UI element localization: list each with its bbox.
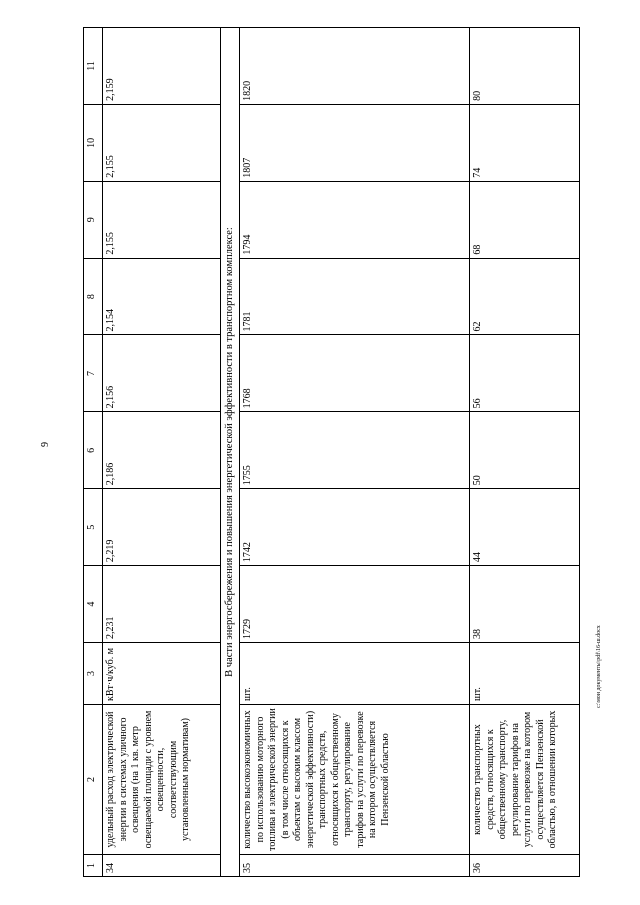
value-cell: 2,155 [103,181,221,258]
value-cell: 62 [470,258,580,335]
value-cell: 1807 [240,104,470,181]
value-cell: 2,159 [103,28,221,105]
value-cell: 2,219 [103,489,221,566]
indicator-name: удельный расход электрической энергии в системах уличного освещения (на 1 кв. метр освещаемой площади с уровнем освещенности, соответствующим установленным нормативам) [103,705,221,855]
value-cell: 2,154 [103,258,221,335]
value-cell: 1742 [240,489,470,566]
section-row [221,28,240,877]
header-cell: 7 [84,335,103,412]
row-number: 36 [470,855,580,877]
value-cell: 80 [470,28,580,105]
row-number: 34 [103,855,221,877]
header-cell: 2 [84,705,103,855]
value-cell: 2,231 [103,566,221,643]
value-cell: 1729 [240,566,470,643]
unit-cell: шт. [240,643,470,705]
indicator-name: количество транспортных средств, относящихся к общественному транспорту, регулирование тарифов на услуги по перевозке на котором осуществляется Пензенской областью, в отношении которых [470,705,580,855]
value-cell: 1768 [240,335,470,412]
header-row [84,28,103,877]
value-cell: 50 [470,412,580,489]
value-cell: 1820 [240,28,470,105]
table-row [103,28,221,877]
header-cell: 8 [84,258,103,335]
row-number: 35 [240,855,470,877]
value-cell: 38 [470,566,580,643]
value-cell: 1755 [240,412,470,489]
footer-path: c:\мои документы\pdf\16-ш.docx [596,625,602,708]
header-cell: 3 [84,643,103,705]
value-cell: 1781 [240,258,470,335]
value-cell: 2,186 [103,412,221,489]
header-cell: 6 [84,412,103,489]
value-cell: 2,156 [103,335,221,412]
value-cell: 44 [470,489,580,566]
header-cell: 10 [84,104,103,181]
value-cell: 2,155 [103,104,221,181]
page-number: 9 [40,442,51,447]
rotated-table-sheet [83,27,578,877]
header-cell: 5 [84,489,103,566]
unit-cell: шт. [470,643,580,705]
value-cell: 1794 [240,181,470,258]
header-cell: 1 [84,855,103,877]
header-cell: 9 [84,181,103,258]
section-title: В части энергосбережения и повышения энергетической эффективности в транспортном комплексе: [221,28,240,877]
table-row [240,28,470,877]
indicators-table [83,27,580,877]
value-cell: 56 [470,335,580,412]
indicator-name: количество высокоэкономичных по использованию моторного топлива и электрической энергии (в том числе относящихся к объектам с высоким классом энергетической эффективности) транспортных средств, относящихся к общественному транспорту, регулирование тарифов на услуги по перевозке на котором осуществляется Пензенской областью [240,705,470,855]
header-cell: 11 [84,28,103,105]
header-cell: 4 [84,566,103,643]
table-row [470,28,580,877]
unit-cell: кВт·ч/куб. м [103,643,221,705]
value-cell: 74 [470,104,580,181]
value-cell: 68 [470,181,580,258]
